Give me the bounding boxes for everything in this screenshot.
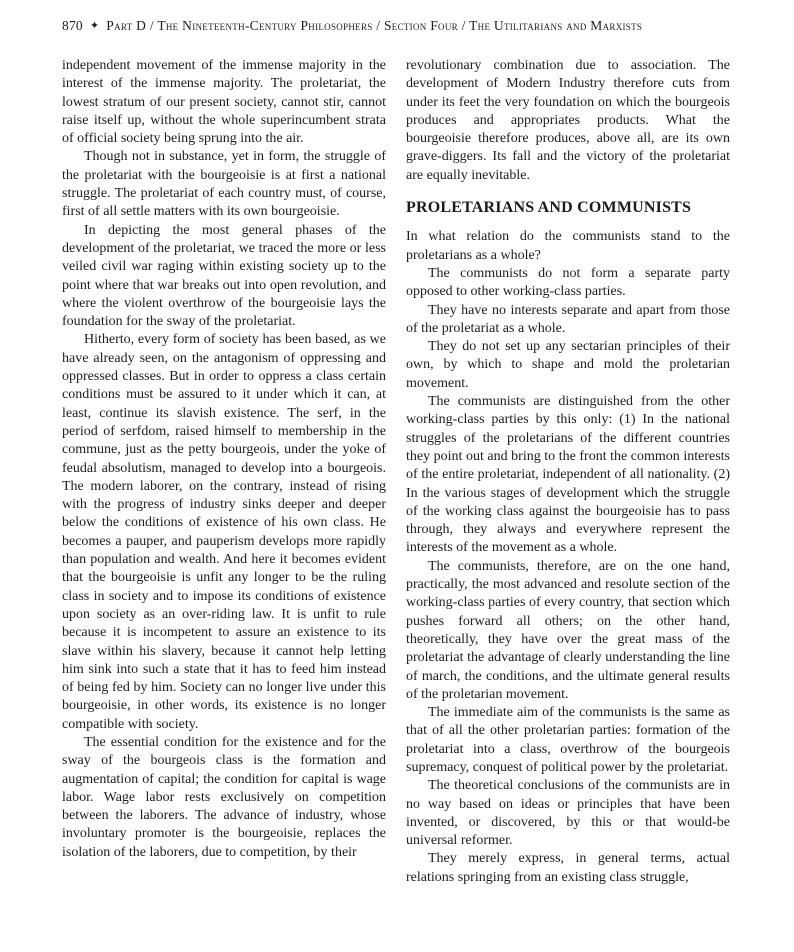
paragraph: The essential condition for the existence and for the sway of the bourgeois class is the formation and augmentation of capital; the condition for capital is wage labor. Wage labor rests exclusively on competition between the laborers. The advance of industry, whose involuntary promoter is the bourgeoisie, replaces the isolation of the laborers, due to competition, by their	[62, 734, 386, 860]
paragraph: The communists, therefore, are on the one hand, practically, the most advanced and resolute section of the working-class parties of every country, that section which pushes forward all others; on the other hand, theoretically, they have over the great mass of the proletariat the advantage of clearly understanding the line of march, the conditions, and the ultimate general results of the proletarian movement.	[406, 558, 730, 702]
paragraph: The theoretical conclusions of the communists are in no way based on ideas or principles that have been invented, or discovered, by this or that would-be universal reformer.	[406, 778, 730, 849]
paragraph: Hitherto, every form of society has been based, as we have already seen, on the antagonism of oppressing and oppressed classes. But in order to oppress a class certain conditions must be assured to it under which it can, at least, continue its slavish existence. The serf, in the period of serfdom, raised himself to membership in the commune, just as the petty bourgeois, under the yoke of feudal absolutism, managed to develop into a bourgeois. The modern laborer, on the contrary, instead of rising with the progress of industry sinks deeper and deeper below the conditions of existence of his own class. He becomes a pauper, and pauperism develops more rapidly than population and wealth. And here it becomes evident that the bourgeoisie is unfit any longer to be the ruling class in society and to impose its conditions of existence upon society as an over-riding law. It is unfit to rule because it is incompetent to assure an existence to its slave within his slavery, because it cannot help letting him sink into such a state that it has to feed him instead of being fed by him. Society can no longer live under this bourgeoisie, in other words, its existence is no longer compatible with society.	[62, 332, 386, 732]
page-number: 870	[62, 18, 83, 33]
right-column	[406, 57, 730, 887]
paragraph: The communists are distinguished from the other working-class parties by this only: (1) In the national struggles of the proletarians of the different countries they point out and bring to the front the common interests of the entire proletariat, independent of all nationality. (2) In the various stages of development which the struggle of the working class against the bourgeoisie has to pass through, they always and everywhere represent the interests of the movement as a whole.	[406, 394, 730, 556]
paragraph: They merely express, in general terms, actual relations springing from an existing class struggle,	[406, 851, 730, 885]
paragraph: Though not in substance, yet in form, the struggle of the proletariat with the bourgeoisie is at first a national struggle. The proletariat of each country must, of course, first of all settle matters with its own bourgeoisie.	[62, 149, 386, 220]
running-header	[62, 18, 730, 34]
left-column	[62, 57, 386, 887]
paragraph: In depicting the most general phases of the development of the proletariat, we traced the more or less veiled civil war raging within existing society up to the point where that war breaks out into open revolution, and where the violent overthrow of the bourgeoisie lays the foundation for the sway of the proletariat.	[62, 222, 386, 330]
paragraph: The communists do not form a separate party opposed to other working-class parties.	[406, 265, 730, 300]
paragraph: The immediate aim of the communists is the same as that of all the other proletarian parties: formation of the proletariat into a class, overthrow of the bourgeois supremacy, conquest of political power by the proletariat.	[406, 705, 730, 775]
running-head-text: Part D / The Nineteenth-Century Philosophers / Section Four / The Utilitarians and Marxists	[106, 18, 643, 33]
paragraph: In what relation do the communists stand to the proletarians as a whole?	[406, 229, 730, 263]
two-column-text-block	[62, 57, 730, 887]
section-heading: PROLETARIANS AND COMMUNISTS	[406, 199, 692, 217]
paragraph: They do not set up any sectarian principles of their own, by which to shape and mold the proletarian movement.	[406, 339, 730, 391]
paragraph: independent movement of the immense majority in the interest of the immense majority. The proletariat, the lowest stratum of our present society, cannot stir, cannot raise itself up, without the whole superincumbent strata of official society being sprung into the air.	[62, 58, 386, 147]
paragraph: They have no interests separate and apart from those of the proletariat as a whole.	[406, 302, 730, 336]
paragraph: revolutionary combination due to association. The development of Modern Industry therefore cuts from under its feet the very foundation on which the bourgeois produces and appropriates products. What the bourgeoisie therefore produces, above all, are its own grave-diggers. Its fall and the victory of the proletariat are equally inevitable.	[406, 58, 730, 183]
diamond-ornament-icon: ✦	[89, 20, 100, 32]
